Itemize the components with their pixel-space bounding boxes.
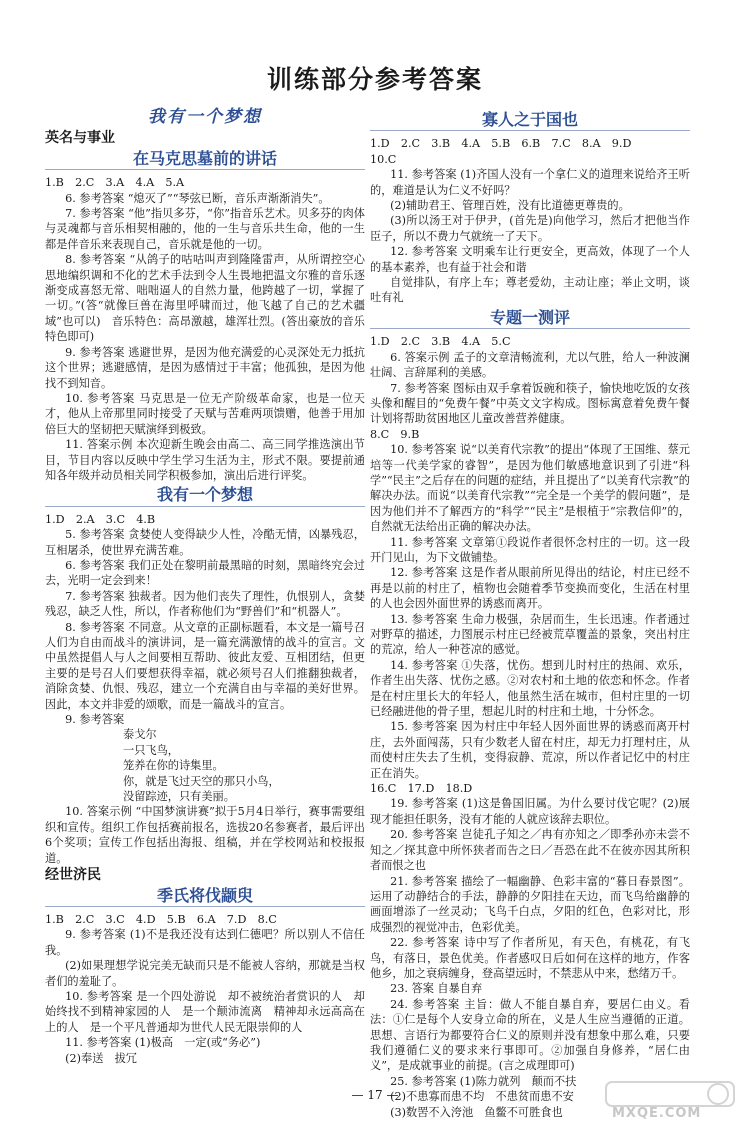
section-answers xyxy=(45,804,365,866)
answer-item: 10. 参考答案 马克思是一位无产阶级革命家，也是一位天才，他从上帝那里同时接受了天赋与苦难两项馈赠，他善于用加倍巨大的坚韧把天赋演绎到极致。 xyxy=(45,391,365,436)
answer-item: (2)奉送 拔冗 xyxy=(65,1051,137,1065)
answer-item: 20. 参考答案 岂徒孔子知之／冉有亦知之／即季孙亦未尝不知之／探其意中所怀狭者而告之曰／吾恐在此不在彼亦因其所积者而恨之也 xyxy=(370,828,690,873)
page-number: — 17 — xyxy=(351,1088,399,1102)
answer-item: 15. 参考答案 因为村庄中年轻人因外面世界的诱惑而离开村庄，去外面闯荡，只有少数老人留在村庄，却无力打理村庄，从而使村庄失去了生机，变得寂静、荒凉，所以作者记忆中的村庄正在消失。 xyxy=(370,720,690,780)
answer-item: 12. 参考答案 文明乘车让行更安全，更高效，体现了一个人的基本素养，也有益于社会和谐 xyxy=(370,245,690,274)
answer-item: 10. 答案示例 “中国梦演讲赛”拟于5月4日举行，赛事需要组织和宣传。组织工作包括赛前报名，选拔20名参赛者，最后评出6个奖项；宣传工作包括出海报、组稿，并在学校网站和校报报道。 xyxy=(45,805,365,865)
answer-item: 7. 参考答案 “他”指贝多芬，“你”指音乐艺术。贝多芬的肉体与灵魂都与音乐相契相融的，他的一生与音乐共生命，他的一生都是伴音乐来表现自己，音乐就是他的一切。 xyxy=(45,207,365,251)
answer-item: 1.D 2.A 3.C 4.B xyxy=(45,512,156,526)
section-title: 季氏将伐颛臾 xyxy=(45,888,365,907)
poem-line: 笼养在你的诗集里。 xyxy=(123,759,224,773)
answer-item: 9. 参考答案 逃避世界，是因为他充满爱的心灵深处无力抵抗这个世界；逃避感情，是因为感情过于丰富；他孤独，是因为他找不到知音。 xyxy=(45,345,365,390)
answer-item: 10. 参考答案 说“以美育代宗教”的提出“体现了王国维、蔡元培等一代美学家的睿智”，是因为他们敏感地意识到了引进“科学”“民主”之后存在的问题的症结，并且提出了“以美育代宗教”的解决办法。而说“以美育代宗教”“完全是一个美学的假问题”，是因为他们并不了解西方的“科学”“民主”是根植于“宗教信仰”的，自然就无法给出正确的解决办法。 xyxy=(370,443,690,534)
left-column xyxy=(45,108,365,1066)
answer-item: 19. 参考答案 (1)这是鲁国旧属。为什么要讨伐它呢？(2)展现才能担任职务，没有才能的人就应该辞去职位。 xyxy=(370,797,690,826)
poem xyxy=(45,727,365,804)
section-title: 专题一测评 xyxy=(370,310,690,329)
answer-item: 13. 参考答案 生命力极强，杂居而生，生长迅速。作者通过对野草的描述，力图展示村庄已经被荒草覆盖的景象，突出村庄的荒凉，给人一种苍凉的感觉。 xyxy=(370,612,690,657)
section-answers xyxy=(370,136,690,305)
section-answers xyxy=(45,512,365,728)
answer-item: 9. 参考答案 (1)不是我还没有达到仁德吧？所以别人不信任我。 xyxy=(45,928,365,957)
answer-item: 10.C xyxy=(370,152,397,166)
poem-line: 泰戈尔 xyxy=(123,728,157,742)
answer-item: 1.D 2.C 3.B 4.A 5.B 6.B 7.C 8.A 9.D xyxy=(370,137,632,151)
answer-item: 7. 参考答案 图标由双手拿着饭碗和筷子，愉快地吃饭的女孩头像和醒目的“免费午餐”中英文文字构成。图标寓意着免费午餐计划将帮助贫困地区儿童改善营养健康。 xyxy=(370,381,690,426)
poem-line: 没留踪迹，只有美丽。 xyxy=(123,790,235,804)
poem-line: 一只飞鸟， xyxy=(123,743,179,757)
answer-item: 21. 参考答案 描绘了一幅幽静、色彩丰富的“暮日春景图”。运用了动静结合的手法，静静的夕阳挂在天边，而飞鸟给幽静的画面增添了一丝灵动；飞鸟千白点，夕阳的红色，色彩对比，形成强烈的视觉冲击，色彩优美。 xyxy=(370,874,690,934)
answer-item: 8.C 9.B xyxy=(370,427,420,441)
answer-item: 5. 参考答案 贪婪使人变得缺少人性，冷酷无情，凶暴残忍，互相屠杀，使世界充满苦难。 xyxy=(45,528,365,557)
answer-item: 16.C 17.D 18.D xyxy=(370,782,473,796)
answer-item: 自觉排队，有序上车；尊老爱幼，主动让座；举止文明，谈吐有礼 xyxy=(370,276,690,305)
answer-item: 11. 答案示例 本次迎新生晚会由高二、高三同学推选演出节目，节目内容以反映中学生学习生活为主，形式不限。要提前通知各年级并动员相关同学积极参加，演出后进行评奖。 xyxy=(45,438,365,482)
watermark-text: MXQE.COM xyxy=(612,1106,702,1121)
answer-item: 1.B 2.C 3.C 4.D 5.B 6.A 7.D 8.C xyxy=(45,912,277,926)
answer-item: (2)不患寡而患不均 不患贫而患不安 xyxy=(390,1090,574,1104)
answer-item: 23. 答案 自暴自弃 xyxy=(390,982,483,996)
poem-line: 你，就是飞过天空的那只小鸟， xyxy=(123,774,280,788)
answer-item: (3)数罟不入洿池 鱼鳖不可胜食也 xyxy=(390,1105,563,1119)
category-title: 英名与事业 xyxy=(45,130,115,147)
answer-item: 24. 参考答案 主旨：做人不能自暴自弃，要居仁由义。看法：①仁是每个人安身立命的所在，义是人生应当遵循的正道。思想、言语行为都要符合仁义的原则并没有想象中那么难，只要我们遵循仁义的要求来行事即可。②加强自身修养，“居仁由义”，是成就事业的前提。(言之成理即可) xyxy=(370,997,690,1073)
answer-item: 1.D 2.C 3.B 4.A 5.C xyxy=(370,335,511,349)
page-title: 训练部分参考答案 xyxy=(266,65,483,94)
section-title: 我有一个梦想 xyxy=(45,487,365,506)
answer-item: (3)所以汤王对于伊尹，(首先是)向他学习，然后才把他当作臣子，所以不费力气就统一了天下。 xyxy=(370,214,690,243)
answer-item: 11. 参考答案 (1)齐国人没有一个拿仁义的道理来说给齐王听的，难道是认为仁义不好吗？ xyxy=(370,168,690,197)
answer-item: 10. 参考答案 是一个四处游说 却不被统治者赏识的人 却始终找不到精神家园的人 是一个颠沛流离 精神却永远高高在上的人 是一个平凡普通却为世代人民无限崇仰的人 xyxy=(45,989,365,1034)
section-answers xyxy=(45,912,365,1066)
section-answers xyxy=(45,175,365,483)
section-title: 寡人之于国也 xyxy=(370,112,690,131)
answer-item: 12. 参考答案 这是作者从眼前所见得出的结论，村庄已经不再是以前的村庄了，植物也会随着季节变换而变化，生活在村里的人也会因外面世界的诱惑而离开。 xyxy=(370,566,690,611)
answer-item: 11. 参考答案 文章第①段说作者很怀念村庄的一切。这一段开门见山，为下文做铺垫。 xyxy=(370,535,690,564)
answer-item: 11. 参考答案 (1)极高 一定(或“务必”) xyxy=(65,1036,261,1050)
answer-item: 8. 参考答案 “从鸽子的咕咕叫声到隆隆雷声，从所谓控空心思地编织调和不化的艺术手法到令人生畏地把温文尔雅的音乐逐渐变成喜怒无常、咄咄逼人的自然力量，他跨越了一切，掌握了一切。”(答“就像巨兽在海里呼啸而过，他飞越了自己的艺术疆域”也可以) 音乐特色：高昂激越，雄浑壮烈。(答出豪放的音乐特色即可) xyxy=(45,253,365,344)
answer-item: 1.B 2.C 3.A 4.A 5.A xyxy=(45,176,185,190)
answer-item: 6. 参考答案 我们正处在黎明前最黑暗的时刻，黑暗终究会过去，光明一定会到来！ xyxy=(45,558,365,588)
answer-item: 6. 答案示例 孟子的文章清畅流利，尤以气胜，给人一种波澜壮阔、言辞犀利的美感。 xyxy=(370,350,690,380)
answer-item: 7. 参考答案 独裁者。因为他们丧失了理性，仇恨别人，贪婪残忍，缺乏人性，所以，作者称他们为“野兽们”和“机器人”。 xyxy=(45,589,365,619)
answer-item: (2)辅助君王、管理百姓，没有比道德更尊贵的。 xyxy=(390,199,630,213)
section-answers xyxy=(370,334,690,1120)
unit-title: 我有一个梦想 xyxy=(148,107,262,127)
section-title: 在马克思墓前的讲话 xyxy=(45,151,365,170)
category-title: 经世济民 xyxy=(45,867,101,884)
answer-item: 8. 参考答案 不同意。从文章的正副标题看，本文是一篇号召人们为自由而战斗的演讲词，是一篇充满激情的战斗的宣言。文中虽然提倡人与人之间要相互帮助、彼此友爱、互相团结，但更主要的是号召人们要想获得幸福，就必须号召人们推翻独裁者，消除贪婪、仇恨、残忍，建立一个充满自由与幸福的美好世界。因此，本文并非爱的颂歌，而是一篇战斗的宣言。 xyxy=(45,620,365,711)
right-column xyxy=(370,108,690,1120)
answer-item: 14. 参考答案 ①失落，忧伤。想到儿时村庄的热闹、欢乐，作者生出失落、忧伤之感。②对农村和土地的依恋和怀念。作者是在村庄里长大的年轻人，他虽然生活在城市，但村庄里的一切已经融进他的骨子里，想起儿时的村庄和土地，十分怀念。 xyxy=(370,658,690,719)
answer-item: 25. 参考答案 (1)陈力就列 颠而不扶 xyxy=(390,1074,577,1088)
answer-item: 22. 参考答案 诗中写了作者所见，有天色，有桃花，有飞鸟，有落日，景色优美。作者感叹日后如何在这样的地方，作客他乡，加之衰病缠身，登高望远时，不禁悲从中来，愁绪万千。 xyxy=(370,936,690,980)
answer-item: 6. 参考答案 “熄灭了”“琴弦已断，音乐声渐渐消失”。 xyxy=(65,191,330,205)
answer-item: (2)如果理想学说完美无缺而只是不能被人容纳，那就是当权者们的羞耻了。 xyxy=(45,959,365,988)
answer-item: 9. 参考答案 xyxy=(65,713,125,727)
